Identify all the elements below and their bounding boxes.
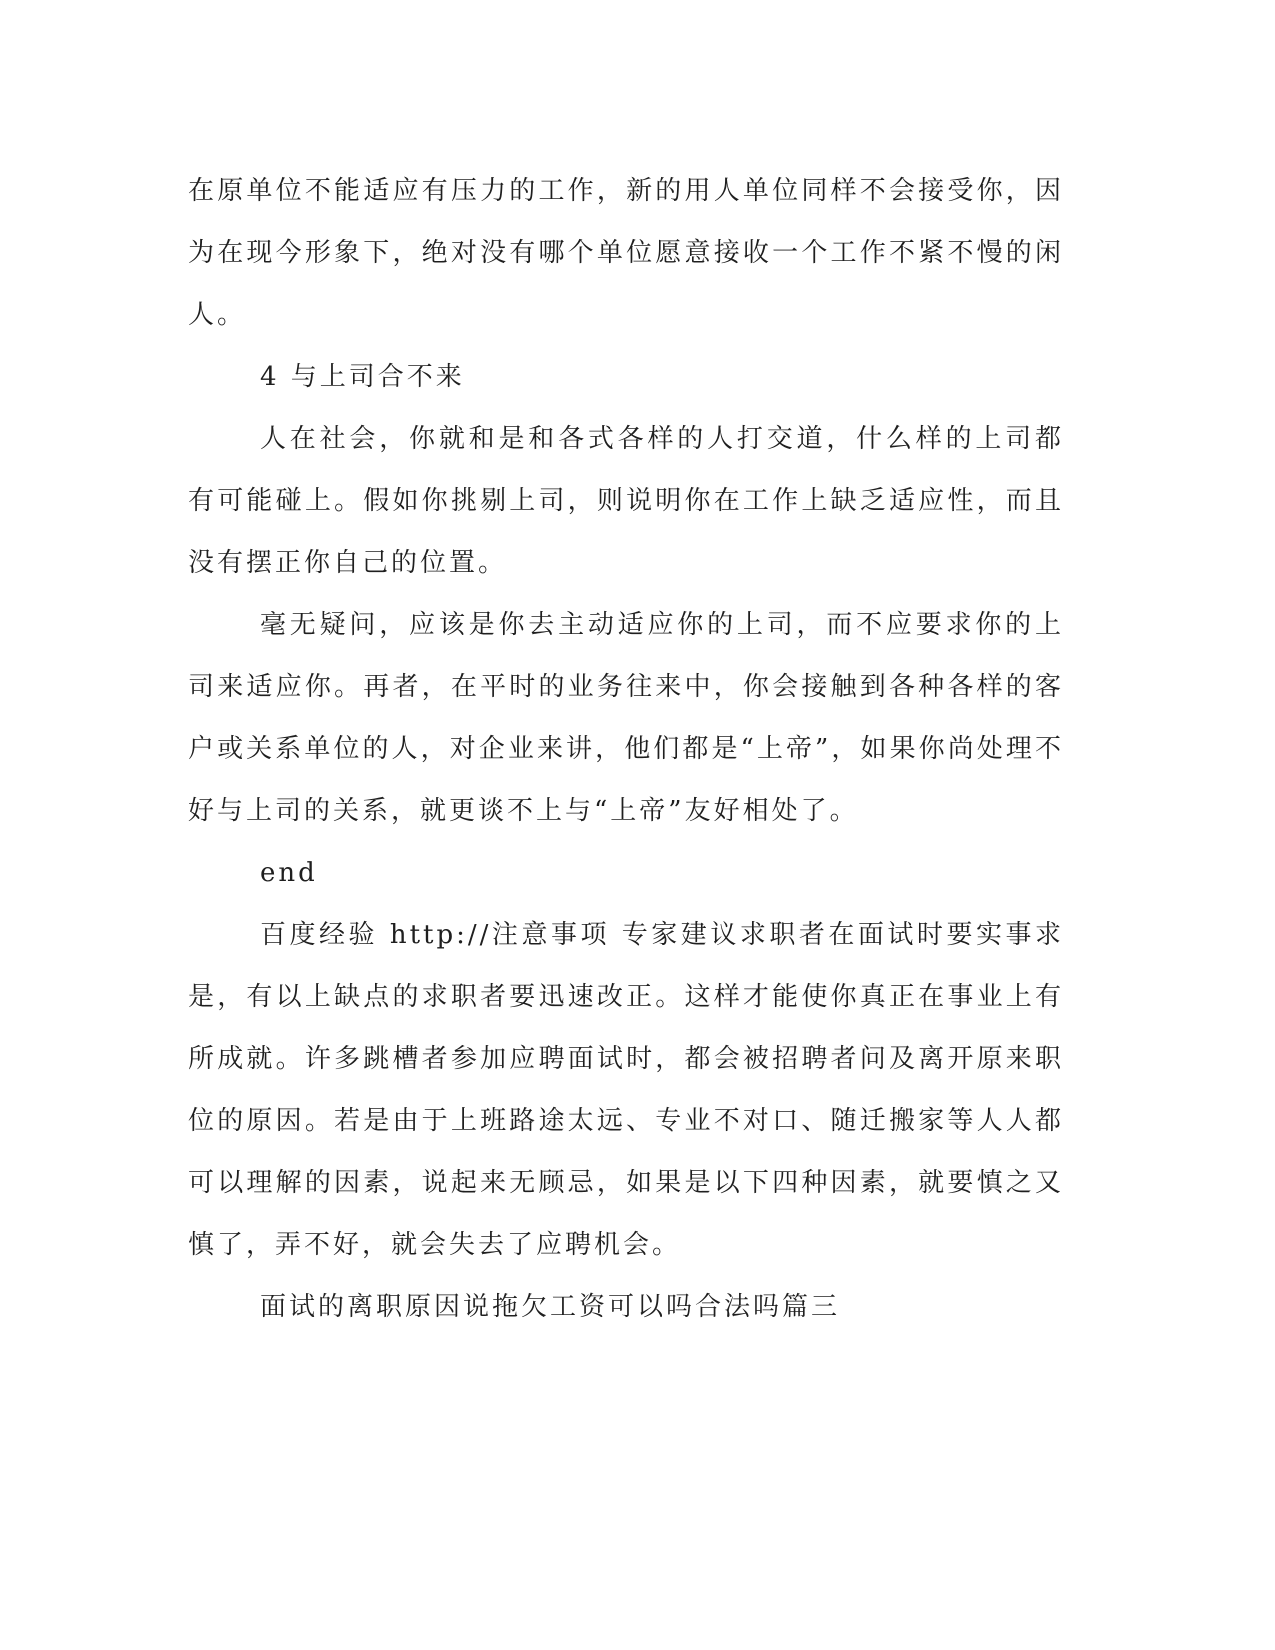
paragraph-end-marker: end bbox=[260, 858, 318, 888]
paragraph-boss-adaptability: 人在社会，你就和是和各式各样的人打交道，什么样的上司都有可能碰上。假如你挑剔上司，则说明你在工作上缺乏适应性，而且没有摆正你自己的位置。 bbox=[188, 424, 1064, 578]
paragraph-closing-pressure: 在原单位不能适应有压力的工作，新的用人单位同样不会接受你，因为在现今形象下，绝对没有哪个单位愿意接收一个工作不紧不慢的闲人。 bbox=[188, 176, 1064, 330]
paragraph-expert-advice: 百度经验 http://注意事项 专家建议求职者在面试时要实事求是，有以上缺点的求职者要迅速改正。这样才能使你真正在事业上有所成就。许多跳槽者参加应聘面试时，都会被招聘者问及离开原来职位的原因。若是由于上班路途太远、专业不对口、随迁搬家等人人都可以理解的因素，说起来无顾忌，如果是以下四种因素，就要慎之又慎了，弄不好，就会失去了应聘机会。 bbox=[188, 920, 1064, 1260]
section-title-part-three: 面试的离职原因说拖欠工资可以吗合法吗篇三 bbox=[260, 1292, 841, 1322]
paragraph-adapt-to-boss: 毫无疑问，应该是你去主动适应你的上司，而不应要求你的上司来适应你。再者，在平时的业务往来中，你会接触到各种各样的客户或关系单位的人，对企业来讲，他们都是“上帝”，如果你尚处理不好与上司的关系，就更谈不上与“上帝”友好相处了。 bbox=[188, 610, 1064, 826]
section-heading-boss-conflict: 4 与上司合不来 bbox=[260, 362, 465, 392]
document-body bbox=[188, 160, 1064, 1338]
